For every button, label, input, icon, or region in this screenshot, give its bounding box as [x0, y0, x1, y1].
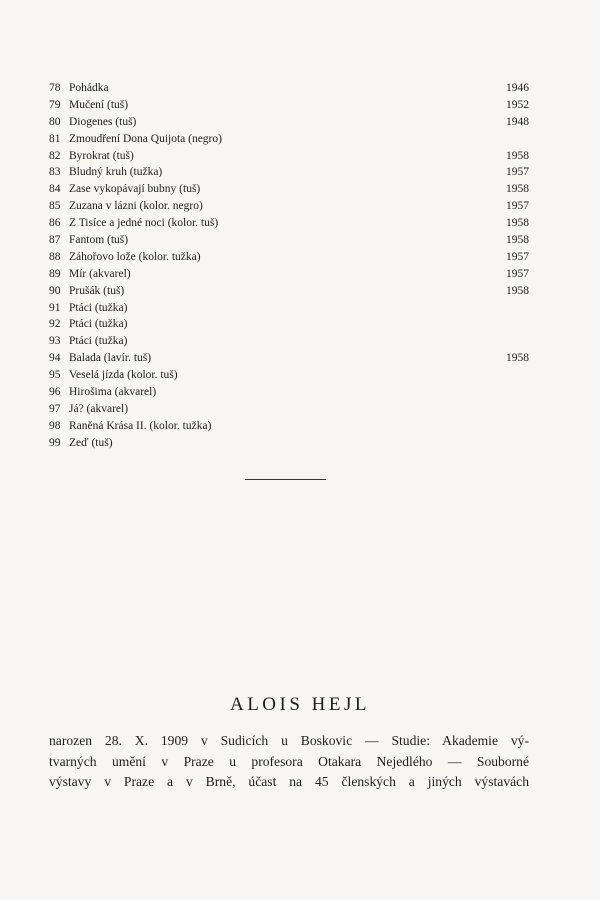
entry-number: 90 — [49, 284, 61, 297]
artwork-entry — [49, 384, 529, 401]
entry-title: Hirošima (akvarel) — [69, 386, 157, 399]
artwork-entry — [49, 283, 529, 300]
artwork-entry — [49, 333, 529, 350]
artwork-entry — [49, 164, 529, 181]
entry-number: 83 — [49, 166, 61, 179]
entry-year: 1958 — [506, 183, 529, 196]
entry-title: Byrokrat (tuš) — [69, 149, 134, 162]
entry-number: 85 — [49, 200, 61, 213]
entry-number: 97 — [49, 402, 61, 415]
entry-title: Záhořovo lože (kolor. tužka) — [69, 250, 201, 263]
author-biography — [49, 731, 529, 793]
artwork-entry — [49, 316, 529, 333]
entry-title: Pohádka — [69, 82, 109, 94]
section-divider — [245, 479, 326, 480]
artwork-entry — [49, 418, 529, 435]
artwork-entry — [49, 350, 529, 367]
entry-title: Prušák (tuš) — [69, 284, 125, 297]
entry-number: 82 — [49, 149, 61, 162]
entry-title: Diogenes (tuš) — [69, 115, 137, 128]
entry-number: 96 — [49, 386, 61, 399]
entry-year: 1957 — [506, 250, 529, 263]
entry-title: Bludný kruh (tužka) — [69, 166, 163, 179]
entry-title: Zase vykopávají bubny (tuš) — [69, 183, 201, 196]
entry-year: 1948 — [506, 115, 529, 128]
entry-year: 1958 — [506, 234, 529, 247]
artwork-entry — [49, 367, 529, 384]
artwork-entry — [49, 215, 529, 232]
entry-number: 89 — [49, 267, 61, 280]
entry-title: Zuzana v lázni (kolor. negro) — [69, 200, 203, 213]
entry-number: 87 — [49, 234, 61, 247]
artwork-entry — [49, 266, 529, 283]
entry-number: 84 — [49, 183, 61, 196]
entry-title: Ptáci (tužka) — [69, 318, 128, 331]
entry-year: 1957 — [506, 166, 529, 179]
entry-year: 1957 — [506, 200, 529, 213]
entry-year: 1958 — [506, 352, 529, 365]
entry-number: 99 — [49, 436, 61, 449]
entry-year: 1952 — [506, 98, 529, 111]
artwork-entry — [49, 435, 529, 452]
entry-title: Mučení (tuš) — [69, 98, 129, 111]
artwork-list — [49, 80, 529, 452]
entry-year: 1946 — [506, 82, 529, 94]
entry-number: 92 — [49, 318, 61, 331]
entry-title: Z Tisíce a jedné noci (kolor. tuš) — [69, 217, 219, 230]
entry-number: 95 — [49, 369, 61, 382]
entry-number: 91 — [49, 301, 61, 314]
artwork-entry — [49, 148, 529, 165]
entry-title: Mír (akvarel) — [69, 267, 131, 280]
bio-line: výstavy v Praze a v Brně, účast na 45 členských a jiných výstavách — [49, 774, 529, 789]
entry-number: 78 — [49, 82, 61, 94]
artwork-entry — [49, 97, 529, 114]
artwork-entry — [49, 401, 529, 418]
artwork-entry — [49, 232, 529, 249]
entry-number: 98 — [49, 419, 61, 432]
entry-title: Veselá jízda (kolor. tuš) — [69, 369, 178, 382]
artwork-entry — [49, 300, 529, 317]
artwork-entry — [49, 114, 529, 131]
entry-title: Ptáci (tužka) — [69, 301, 128, 314]
entry-title: Zeď (tuš) — [69, 436, 113, 449]
bio-line: narozen 28. X. 1909 v Sudicích u Boskovic — Studie: Akademie vý- — [49, 733, 529, 748]
entry-title: Raněná Krása II. (kolor. tužka) — [69, 419, 212, 432]
entry-title: Fantom (tuš) — [69, 234, 129, 247]
entry-number: 93 — [49, 335, 61, 348]
entry-title: Já? (akvarel) — [69, 402, 129, 415]
entry-year: 1958 — [506, 284, 529, 297]
entry-year: 1957 — [506, 267, 529, 280]
entry-number: 80 — [49, 115, 61, 128]
entry-number: 94 — [49, 352, 61, 365]
entry-number: 81 — [49, 132, 61, 145]
artwork-entry — [49, 181, 529, 198]
author-name: ALOIS HEJL — [229, 694, 371, 715]
bio-line: tvarných umění v Praze u profesora Otakara Nejedlého — Souborné — [49, 753, 529, 769]
artwork-entry — [49, 80, 529, 97]
artwork-entry — [49, 131, 529, 148]
entry-title: Zmoudření Dona Quijota (negro) — [69, 132, 222, 145]
artwork-entry — [49, 198, 529, 215]
entry-year: 1958 — [506, 149, 529, 162]
entry-year: 1958 — [506, 217, 529, 230]
entry-number: 79 — [49, 98, 61, 111]
entry-title: Ptáci (tužka) — [69, 335, 128, 348]
artwork-entry — [49, 249, 529, 266]
entry-number: 88 — [49, 250, 61, 263]
entry-number: 86 — [49, 217, 61, 230]
entry-title: Balada (lavír. tuš) — [69, 352, 152, 365]
